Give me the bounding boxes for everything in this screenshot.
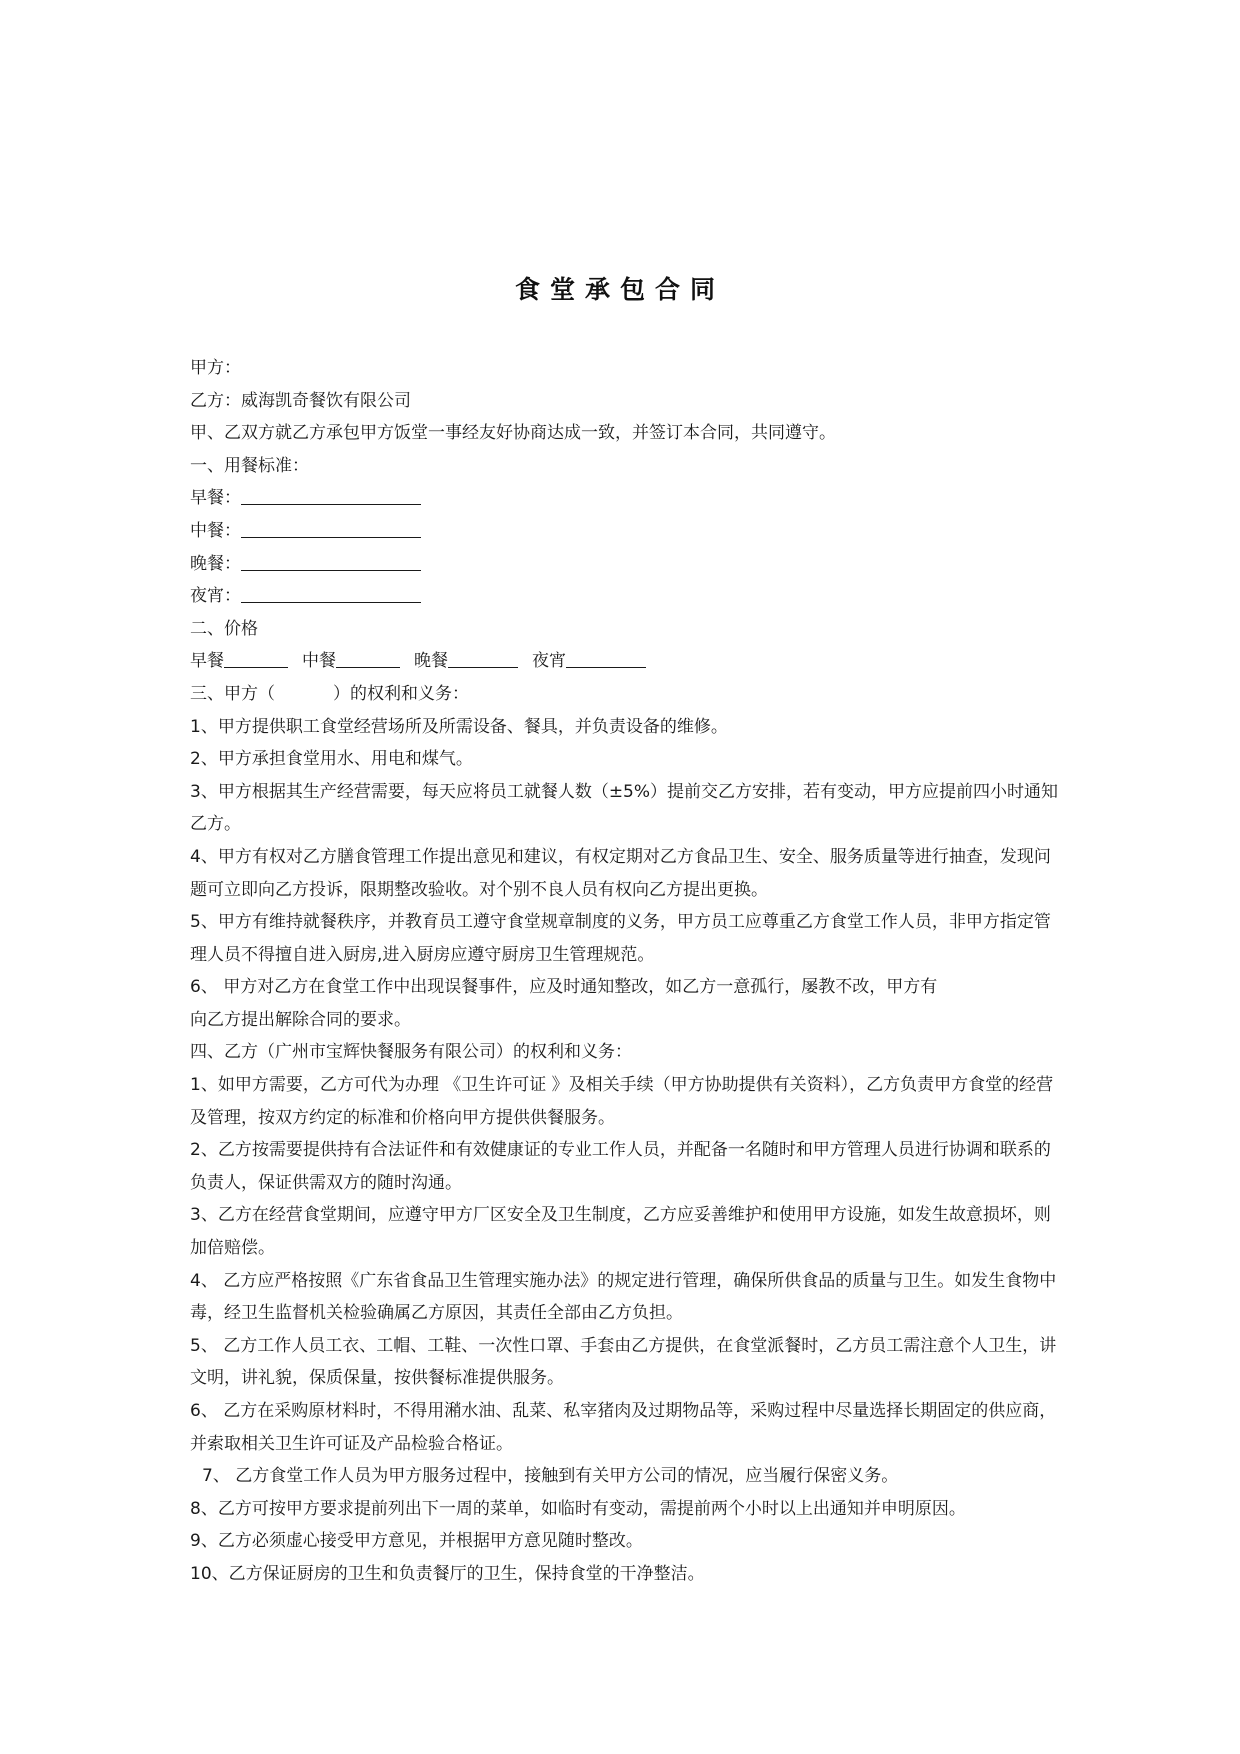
fill-in-blank bbox=[224, 647, 288, 668]
section3-clause: 4、甲方有权对乙方膳食管理工作提出意见和建议，有权定期对乙方食品卫生、安全、服务质量等进行抽查，发现问题可立即向乙方投诉，限期整改验收。对个别不良人员有权向乙方提出更换。 bbox=[190, 846, 1051, 900]
price-label-dinner: 晚餐 bbox=[414, 651, 448, 672]
contract-body bbox=[190, 352, 1060, 1591]
section4-clause: 4、 乙方应严格按照《广东省食品卫生管理实施办法》的规定进行管理，确保所供食品的质量与卫生。如发生食物中毒，经卫生监督机关检验确属乙方原因，其责任全部由乙方负担。 bbox=[190, 1270, 1057, 1324]
section4-clause: 6、 乙方在采购原材料时，不得用潲水油、乱菜、私宰猪肉及过期物品等，采购过程中尽量选择长期固定的供应商，并索取相关卫生许可证及产品检验合格证。 bbox=[190, 1401, 1057, 1454]
meal-standard-lunch bbox=[190, 515, 1060, 548]
fill-in-blank bbox=[336, 647, 400, 668]
meal-standard-breakfast bbox=[190, 482, 1060, 515]
section4-clause: 3、乙方在经营食堂期间，应遵守甲方厂区安全及卫生制度，乙方应妥善维护和使用甲方设施，如发生故意损坏，则加倍赔偿。 bbox=[190, 1205, 1051, 1259]
section4-clause: 5、 乙方工作人员工衣、工帽、工鞋、一次性口罩、手套由乙方提供，在食堂派餐时，乙方员工需注意个人卫生，讲文明，讲礼貌，保质保量，按供餐标准提供服务。 bbox=[190, 1335, 1057, 1389]
fill-in-blank bbox=[241, 484, 421, 505]
fill-in-blank bbox=[241, 550, 421, 571]
price-label-lunch: 中餐 bbox=[302, 651, 336, 672]
section3-clause: 5、甲方有维持就餐秩序，并教育员工遵守食堂规章制度的义务，甲方员工应尊重乙方食堂工作人员，非甲方指定管理人员不得擅自进入厨房,进入厨房应遵守厨房卫生管理规范。 bbox=[190, 912, 1051, 965]
meal-label: 中餐： bbox=[190, 520, 241, 541]
section4-clause10: 10、乙方保证厨房的卫生和负责餐厅的卫生，保持食堂的干净整洁。 bbox=[190, 1563, 705, 1584]
fill-in-blank bbox=[241, 517, 421, 538]
section3-clause: 2、甲方承担食堂用水、用电和煤气。 bbox=[190, 749, 473, 770]
section1-heading: 一、用餐标准： bbox=[190, 455, 309, 476]
section4-clause8: 8、乙方可按甲方要求提前列出下一周的菜单，如临时有变动，需提前两个小时以上出通知并申明原因。 bbox=[190, 1498, 966, 1519]
section3-clause: 1、甲方提供职工食堂经营场所及所需设备、餐具，并负责设备的维修。 bbox=[190, 716, 728, 737]
section3-clause6-line1: 6、 甲方对乙方在食堂工作中出现误餐事件，应及时通知整改，如乙方一意孤行，屡教不改，甲方有 bbox=[190, 977, 938, 998]
party-a-line: 甲方： bbox=[190, 358, 241, 378]
price-label-night-snack: 夜宵 bbox=[532, 651, 566, 672]
section4-clause: 2、乙方按需要提供持有合法证件和有效健康证的专业工作人员，并配备一名随时和甲方管理人员进行协调和联系的负责人，保证供需双方的随时沟通。 bbox=[190, 1140, 1051, 1193]
section3-clause: 3、甲方根据其生产经营需要，每天应将员工就餐人数（±5%）提前交乙方安排，若有变动，甲方应提前四小时通知乙方。 bbox=[190, 781, 1059, 835]
price-line bbox=[190, 645, 1060, 678]
section3-clause6-line2: 向乙方提出解除合同的要求。 bbox=[190, 1009, 411, 1030]
meal-standard-night-snack bbox=[190, 580, 1060, 613]
meal-label: 夜宵： bbox=[190, 586, 241, 607]
fill-in-blank bbox=[448, 647, 518, 668]
party-b-line: 乙方：威海凯奇餐饮有限公司 bbox=[190, 390, 411, 411]
price-label-breakfast: 早餐 bbox=[190, 651, 224, 672]
meal-standard-dinner bbox=[190, 548, 1060, 581]
section4-clause9: 9、乙方必须虚心接受甲方意见，并根据甲方意见随时整改。 bbox=[190, 1531, 643, 1552]
fill-in-blank bbox=[566, 647, 646, 668]
section2-heading: 二、价格 bbox=[190, 618, 258, 639]
fill-in-blank bbox=[241, 582, 421, 603]
meal-label: 早餐： bbox=[190, 488, 241, 509]
section4-heading: 四、乙方（广州市宝辉快餐服务有限公司）的权利和义务： bbox=[190, 1042, 632, 1063]
section3-heading bbox=[190, 678, 1060, 711]
intro-paragraph: 甲、乙双方就乙方承包甲方饭堂一事经友好协商达成一致，并签订本合同，共同遵守。 bbox=[190, 423, 836, 444]
meal-label: 晚餐： bbox=[190, 553, 241, 574]
section4-clause: 1、如甲方需要，乙方可代为办理 《卫生许可证 》及相关手续（甲方协助提供有关资料），乙方负责甲方食堂的经营及管理，按双方约定的标准和价格向甲方提供供餐服务。 bbox=[190, 1075, 1054, 1128]
document-title: 食堂承包合同 bbox=[514, 275, 725, 304]
section4-clause7: 7、 乙方食堂工作人员为甲方服务过程中，接触到有关甲方公司的情况，应当履行保密义务。 bbox=[202, 1466, 899, 1487]
section3-heading-pre: 三、甲方（ bbox=[190, 683, 275, 704]
section3-heading-post: ）的权利和义务： bbox=[333, 683, 469, 704]
